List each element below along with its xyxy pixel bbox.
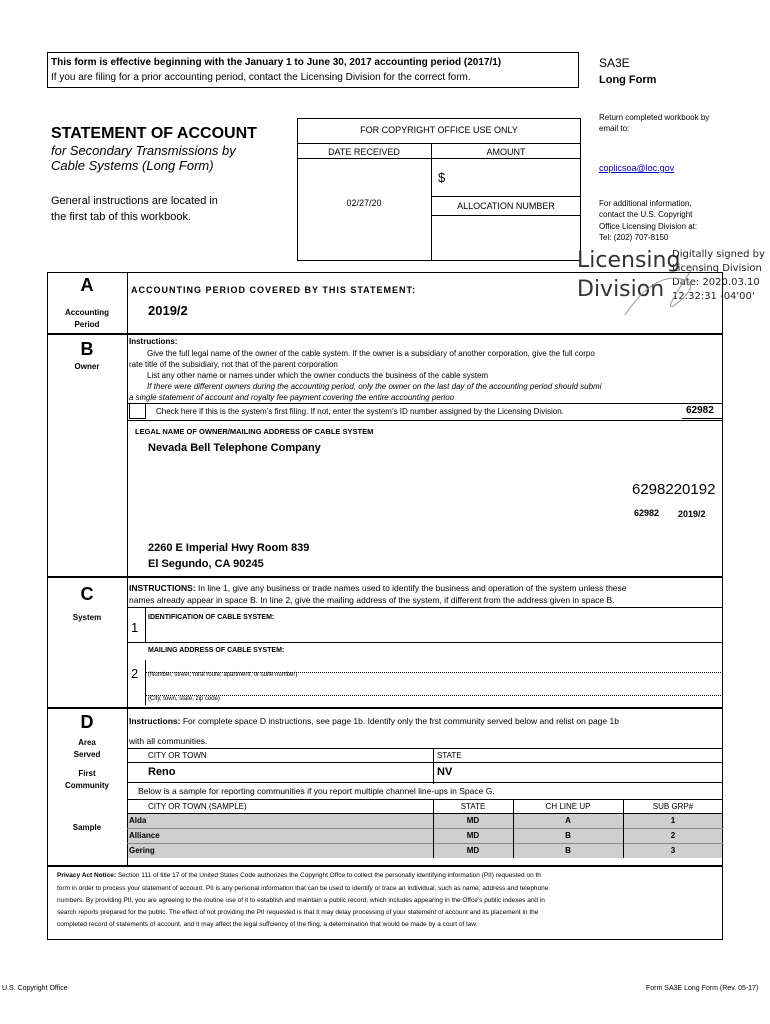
signature-line-1: Digitally signed by bbox=[672, 249, 765, 260]
owner-address-1: 2260 E Imperial Hwy Room 839 bbox=[148, 542, 310, 554]
accounting-period-value: 2019/2 bbox=[148, 303, 188, 318]
footer-left: U.S. Copyright Office bbox=[2, 985, 68, 992]
mailing-address-label: MAILING ADDRESS OF CABLE SYSTEM: bbox=[148, 647, 285, 654]
section-b-instr-1: Give the full legal name of the owner of the cable system. If the owner is a subsidiary of another corporation, give the full corpo bbox=[147, 349, 595, 358]
owner-code-id: 62982 bbox=[634, 508, 660, 518]
section-a-label-1: Accounting bbox=[65, 308, 109, 317]
sample-intro: Below is a sample for reporting communities if you report multiple channel line-ups in Space G. bbox=[138, 786, 495, 796]
section-b-label: Owner bbox=[74, 362, 100, 371]
section-c-instr-1 bbox=[129, 583, 627, 593]
section-d-instr-title: Instructions: bbox=[129, 716, 181, 726]
general-instructions-2: the first tab of this workbook. bbox=[51, 211, 192, 223]
date-received-label: DATE RECEIVED bbox=[328, 147, 400, 157]
signature-word-2: Division bbox=[577, 277, 665, 302]
section-b-instr-5: a single statement of account and royalty fee payment covering the entire accounting perioo bbox=[129, 393, 455, 402]
effective-notice-line1: This form is effective beginning with the January 1 to June 30, 2017 accounting period (2017/1) bbox=[51, 57, 502, 68]
owner-name: Nevada Bell Telephone Company bbox=[148, 442, 321, 454]
owner-code-period: 2019/2 bbox=[678, 509, 706, 519]
section-d-label-1: Area bbox=[78, 738, 96, 747]
table-row: B bbox=[565, 831, 571, 840]
table-row: 2 bbox=[670, 831, 676, 840]
section-a-label-2: Period bbox=[74, 320, 100, 329]
owner-code-large: 6298220192 bbox=[632, 481, 716, 498]
section-b-instr-4: If there were different owners during the accounting period, only the owner on the last day of the accounting period should submi bbox=[147, 382, 602, 391]
privacy-line-1-text: Section 111 of title 17 of the United States Code authorizes the Copyright Offce to collect the personally identifying information (PII) requested on th bbox=[116, 872, 541, 879]
effective-notice-line2: If you are filing for a prior accounting period, contact the Licensing Division for the correct form. bbox=[51, 72, 471, 83]
sample-header-city: CITY OR TOWN (SAMPLE) bbox=[148, 802, 247, 811]
form-type: Long Form bbox=[599, 74, 657, 86]
sample-header-subgrp: SUB GRP# bbox=[652, 802, 694, 811]
table-row: 3 bbox=[670, 846, 676, 855]
section-d-instr-2: with all communities. bbox=[129, 736, 208, 746]
section-c-instr-2: names already appear in space B. In line 2, give the mailing address of the system, if different from the address given in space B. bbox=[129, 595, 615, 605]
section-d-label-2: Served bbox=[73, 750, 101, 759]
section-b-letter: B bbox=[80, 339, 94, 359]
state-label: STATE bbox=[437, 751, 462, 760]
privacy-line-1 bbox=[57, 872, 541, 879]
statement-subtitle-1: for Secondary Transmissions by bbox=[51, 143, 236, 158]
section-a-letter: A bbox=[80, 275, 94, 295]
table-row: Alliance bbox=[129, 831, 160, 840]
return-text: Return completed workbook by email to: bbox=[599, 113, 710, 133]
section-d-label-3: First bbox=[78, 769, 96, 778]
first-community-city: Reno bbox=[148, 766, 176, 778]
table-row: MD bbox=[466, 831, 480, 840]
privacy-title: Privacy Act Notice: bbox=[57, 872, 117, 879]
form-code: SA3E bbox=[599, 56, 630, 70]
signature-word-1: Licensing bbox=[577, 248, 681, 273]
line-number-1: 1 bbox=[131, 620, 139, 635]
privacy-line-4: search reports prepared for the public. The effect of not providing the PII requested is that it may delay processing of your statement of account and its placement in the bbox=[57, 909, 539, 916]
privacy-line-5: completed record of statements of account, and it may affect the legal suffciency of the fling, a determination that would be made by a court of law. bbox=[57, 921, 478, 928]
city-or-town-label: CITY OR TOWN bbox=[148, 751, 207, 760]
legal-name-label: LEGAL NAME OF OWNER/MAILING ADDRESS OF CABLE SYSTEM bbox=[135, 427, 374, 436]
section-c-instr-text: In line 1, give any business or trade names used to identify the business and operation of the system unless these bbox=[195, 583, 627, 593]
section-b-instr-3: List any other name or names under which the owner conducts the business of the cable system bbox=[147, 371, 489, 380]
info-text-2: contact the U.S. Copyright bbox=[599, 210, 693, 219]
table-row: B bbox=[565, 846, 571, 855]
section-d-instr-1 bbox=[129, 716, 619, 726]
sample-header-state: STATE bbox=[460, 802, 486, 811]
info-text-3: Office Licensing Division at: bbox=[599, 222, 698, 231]
section-b-instr-2: rate title of the subsidiary, not that of the parent corporation bbox=[129, 360, 338, 369]
section-c-label: System bbox=[72, 613, 102, 622]
amount-dollar-sign: $ bbox=[438, 170, 446, 185]
sample-header-lineup: CH LINE UP bbox=[545, 802, 591, 811]
section-b-instructions-title: Instructions: bbox=[129, 337, 178, 346]
statement-subtitle-2: Cable Systems (Long Form) bbox=[51, 158, 214, 173]
first-filing-text: Check here if this is the system’s first filing. If not, enter the system’s ID number assigned by the Licensing Division. bbox=[156, 407, 564, 416]
date-received-value: 02/27/20 bbox=[346, 198, 382, 208]
footer-right: Form SA3E Long Form (Rev. 05-17) bbox=[646, 985, 759, 992]
signature-line-4: 12:32:31 -04'00' bbox=[672, 291, 755, 302]
section-d-label-5: Sample bbox=[72, 823, 102, 832]
table-row: MD bbox=[466, 816, 480, 825]
table-row: Gering bbox=[129, 846, 155, 855]
system-id-number: 62982 bbox=[686, 405, 714, 416]
section-c-letter: C bbox=[80, 584, 94, 604]
amount-label: AMOUNT bbox=[486, 147, 526, 157]
table-row: Alda bbox=[129, 816, 147, 825]
mailing-hint-1: (Number, street, rural route, apartment, or suite number) bbox=[148, 672, 298, 678]
privacy-line-2: form in order to process your statement of account. PII is any personal information that can be used to identify or trace an individual, such as name, address and telephone bbox=[57, 885, 549, 892]
allocation-number-label: ALLOCATION NUMBER bbox=[457, 201, 555, 211]
section-d-letter: D bbox=[80, 712, 94, 732]
table-row: A bbox=[565, 816, 571, 825]
section-d-instr-text: For complete space D instructions, see page 1b. Identify only the frst community served below and relist on page 1b bbox=[180, 716, 619, 726]
signature-line-2: Licensing Division bbox=[672, 263, 762, 274]
office-use-box bbox=[297, 118, 581, 261]
email-link[interactable]: coplicsoa@loc.gov bbox=[599, 163, 675, 173]
signature-line-3: Date: 2020.03.10 bbox=[672, 277, 760, 288]
line-number-2: 2 bbox=[131, 666, 139, 681]
first-community-state: NV bbox=[437, 766, 453, 778]
mailing-hint-2: (City, town, state, zip code) bbox=[148, 696, 220, 702]
general-instructions-1: General instructions are located in bbox=[51, 195, 218, 207]
accounting-period-heading: ACCOUNTING PERIOD COVERED BY THIS STATEMENT: bbox=[131, 285, 417, 295]
info-text-1: For additional information, bbox=[599, 199, 692, 208]
table-row: MD bbox=[466, 846, 480, 855]
section-c-instr-title: INSTRUCTIONS: bbox=[129, 583, 196, 593]
office-use-header: FOR COPYRIGHT OFFICE USE ONLY bbox=[360, 125, 518, 135]
statement-title: STATEMENT OF ACCOUNT bbox=[51, 125, 257, 142]
identification-label: IDENTIFICATION OF CABLE SYSTEM: bbox=[148, 614, 275, 621]
table-row: 1 bbox=[670, 816, 676, 825]
info-text-4: Tel: (202) 707-8150 bbox=[599, 233, 669, 242]
owner-address-2: El Segundo, CA 90245 bbox=[148, 558, 264, 570]
first-filing-checkbox[interactable] bbox=[129, 403, 146, 419]
section-d-label-4: Community bbox=[65, 781, 109, 790]
privacy-line-3: numbers. By providing PII, you are agreeing to the routine use of it to establish and maintain a public record, which includes appearing in the Offce’s public indexes and in bbox=[57, 897, 545, 904]
